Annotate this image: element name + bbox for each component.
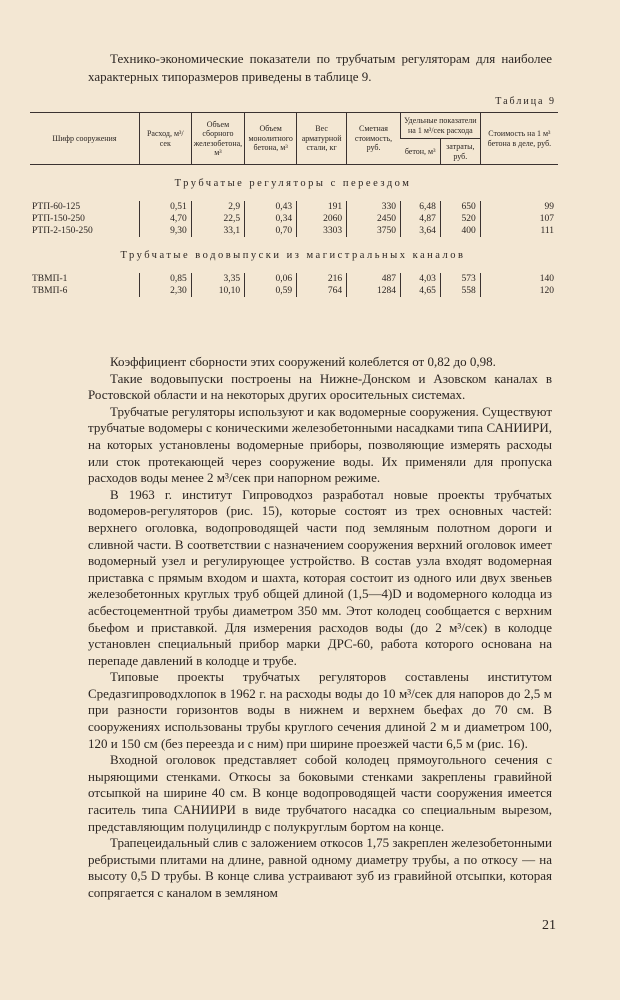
table-cell: 0,34 — [245, 213, 297, 225]
section-title: Трубчатые водовыпуски из магистральных каналов — [120, 249, 466, 261]
table-cell: 1284 — [347, 285, 401, 297]
table-cell: 191 — [297, 201, 347, 213]
table-cell: 0,06 — [245, 273, 297, 285]
table-caption: Таблица 9 — [495, 96, 556, 107]
header-volume-monolith: Объем монолитного бетона, м³ — [245, 113, 297, 165]
table-section-title — [30, 237, 558, 273]
page-number: 21 — [542, 918, 556, 933]
row-code: ТВМП-1 — [32, 273, 68, 284]
table-cell: 400 — [440, 225, 480, 237]
table-cell: 0,59 — [245, 285, 297, 297]
table-cell: 487 — [347, 273, 401, 285]
header-flow: Расход, м³/сек — [139, 113, 191, 165]
table-cell: 3303 — [297, 225, 347, 237]
paragraph: Трубчатые регуляторы используют и как водомерные сооружения. Существуют трубчатые водомеры с коническими железобетонными насадками типа САНИИРИ, на которых установлены водомерные приборы, позволяющие измерять расходы или сток протекающей через сооружение воды. Их применяли для пропуска расходов воды менее 2 м³/сек при напорном режиме. — [88, 403, 552, 486]
body-text — [88, 354, 552, 902]
row-code: ТВМП-6 — [32, 285, 68, 296]
header-specific-concrete: бетон, м³ — [400, 139, 440, 165]
table-cell: 3,64 — [400, 225, 440, 237]
table-row — [30, 213, 558, 225]
header-specific-group: Удельные показатели на 1 м³/сек расхода — [400, 113, 480, 139]
table-9 — [30, 112, 558, 297]
table-cell: 0,85 — [139, 273, 191, 285]
header-volume-precast: Объем сборного железобетона, м³ — [191, 113, 244, 165]
intro-paragraph: Технико-экономические показатели по трубчатым регуляторам для наиболее характерных типоразмеров приведены в таблице 9. — [88, 51, 552, 84]
table-row — [30, 225, 558, 237]
table-cell: 2060 — [297, 213, 347, 225]
paragraph: Такие водовыпуски построены на Нижне-Донском и Азовском каналах в Ростовской области и на некоторых других оросительных системах. — [88, 370, 552, 403]
table-cell: 10,10 — [191, 285, 244, 297]
table-row — [30, 285, 558, 297]
table-cell: 22,5 — [191, 213, 244, 225]
table-cell: 3,35 — [191, 273, 244, 285]
header-cost-per-m3: Стоимость на 1 м³ бетона в деле, руб. — [480, 113, 558, 165]
row-code: РТП-150-250 — [32, 213, 85, 224]
table-cell: 120 — [480, 285, 558, 297]
table-cell: 0,70 — [245, 225, 297, 237]
table-cell: 2450 — [347, 213, 401, 225]
paragraph: Входной оголовок представляет собой колодец прямоугольного сечения с ныряющими стенками. Откосы за боковыми стенками закреплены гравийной отсыпкой на ширине 40 см. В конце водопроводящей части сооружения имеется гаситель типа САНИИРИ в виде трубчатого насадка со специальным вырезом, представляющим полуцилиндр с полукруглым бортом на конце. — [88, 752, 552, 834]
table-cell: 111 — [480, 225, 558, 237]
row-code: РТП-60-125 — [32, 201, 81, 212]
paragraph: Коэффициент сборности этих сооружений колеблется от 0,82 до 0,98. — [110, 354, 496, 369]
table-cell: 216 — [297, 273, 347, 285]
header-specific-cost: затраты, руб. — [440, 139, 480, 165]
table-cell: 9,30 — [139, 225, 191, 237]
table-section-title — [30, 165, 558, 202]
table-cell: 558 — [440, 285, 480, 297]
table-cell: 4,87 — [400, 213, 440, 225]
table-cell: 3750 — [347, 225, 401, 237]
table-cell: 0,43 — [245, 201, 297, 213]
table-cell: 6,48 — [400, 201, 440, 213]
table-cell: 4,65 — [400, 285, 440, 297]
table-cell: 573 — [440, 273, 480, 285]
table-cell: 140 — [480, 273, 558, 285]
header-rebar-weight: Вес арматурной стали, кг — [297, 113, 347, 165]
table-cell: 764 — [297, 285, 347, 297]
paragraph: В 1963 г. институт Гипроводхоз разработал новые проекты трубчатых водомеров-регуляторов (рис. 15), которые состоят из трех основных частей: верхнего оголовка, водопроводящей части под земляным полотном дороги и сливной части. В соответствии с назначением сооружения верхний оголовок имеет водомерный узел и регулирующее устройство. В состав узла входят водомерная приставка с прямым входом и шахта, которая состоит из одного или двух звеньев железобетонных круглых труб общей длиной (1,5—4)D и водомерного колодца из асбестоцементной трубы диаметром 350 мм. Этот колодец сообщается с верхним бьефом и приставкой. Для измерения расходов воды (до 2 м³/сек) в колодце установлен специальный прибор марки ДРС-60, работа которого основана на перепаде давлений в колодце и трубе. — [88, 486, 552, 668]
table-cell: 650 — [440, 201, 480, 213]
table-cell: 107 — [480, 213, 558, 225]
table-cell: 99 — [480, 201, 558, 213]
paragraph: Типовые проекты трубчатых регуляторов составлены институтом Средазгипроводхлопок в 1962 г. на расходы воды до 10 м³/сек для напоров до 2,5 м при разности горизонтов воды в нижнем и верхнем бьефах до 70 см. В сооружениях использованы трубы круглого сечения длиной 2 м и диаметром 100, 120 и 150 см (без переезда и с ним) при ширине проезжей части 6,5 м (рис. 16). — [88, 669, 552, 751]
table-cell: 33,1 — [191, 225, 244, 237]
table-row — [30, 273, 558, 285]
table-body — [30, 165, 558, 298]
table-cell: 4,03 — [400, 273, 440, 285]
table-cell: 4,70 — [139, 213, 191, 225]
table-cell: 2,9 — [191, 201, 244, 213]
table-row — [30, 201, 558, 213]
header-name: Шифр сооружения — [30, 113, 139, 165]
section-title: Трубчатые регуляторы с переездом — [174, 177, 412, 189]
table-cell: 0,51 — [139, 201, 191, 213]
table-cell: 520 — [440, 213, 480, 225]
paragraph: Трапецеидальный слив с заложением откосов 1,75 закреплен железобетонными ребристыми плитами на длине, равной одному диаметру трубы, а по откосу — на высоту 0,5 D трубы. В конце слива устраивают зуб из гравийной отсыпки, которая сопрягается с каналом в земляном — [88, 835, 552, 900]
row-code: РТП-2-150-250 — [32, 225, 93, 236]
table-cell: 2,30 — [139, 285, 191, 297]
table-cell: 330 — [347, 201, 401, 213]
header-estimated-cost: Сметная стоимость, руб. — [347, 113, 401, 165]
